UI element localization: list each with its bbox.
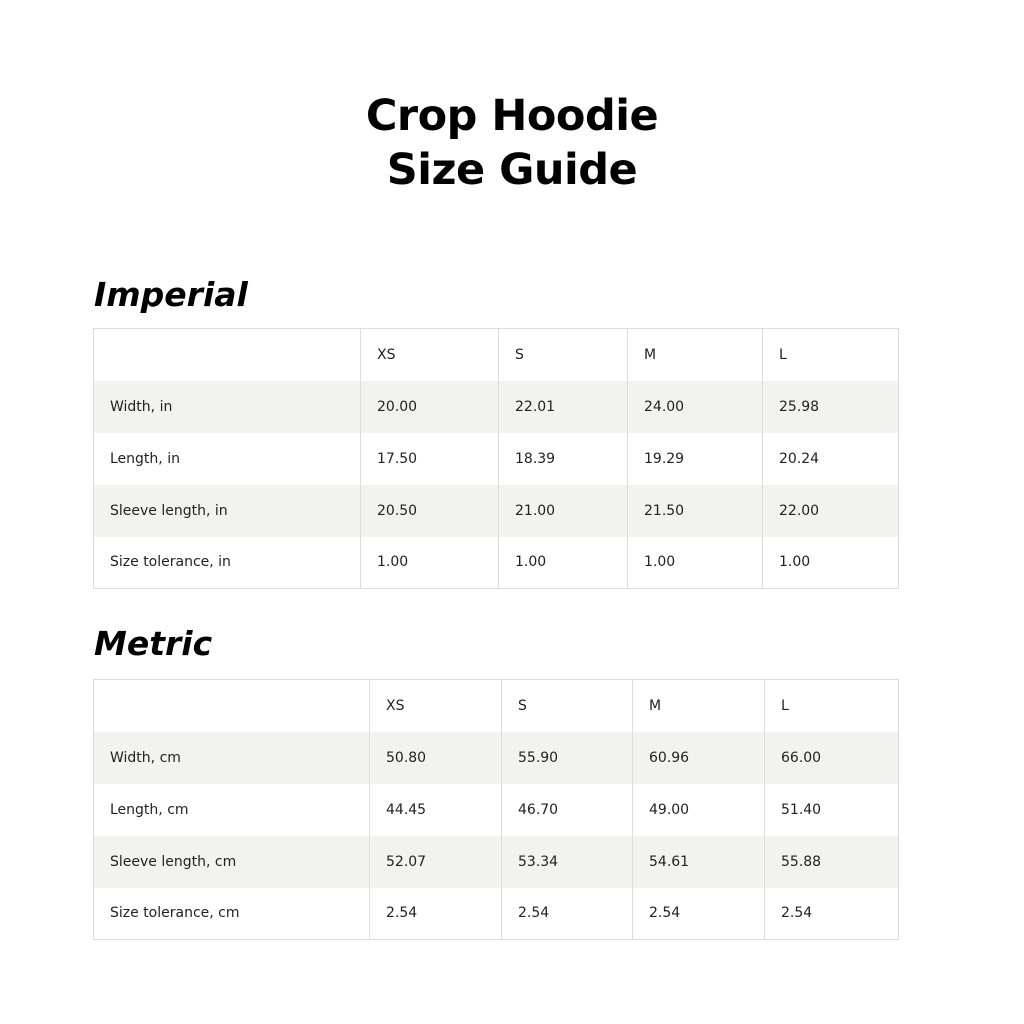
table-cell: 51.40 [765, 784, 899, 836]
table-cell: 22.00 [763, 485, 899, 537]
row-label: Sleeve length, in [94, 485, 361, 537]
table-cell: 2.54 [633, 888, 765, 940]
table-cell: 49.00 [633, 784, 765, 836]
table-cell: 20.00 [361, 381, 499, 433]
table-row [94, 537, 899, 589]
table-row [94, 381, 899, 433]
table-header-row [94, 680, 899, 732]
table-cell: 52.07 [370, 836, 502, 888]
header-empty-cell [94, 680, 370, 732]
row-label: Width, in [94, 381, 361, 433]
header-empty-cell [94, 329, 361, 381]
row-label: Size tolerance, cm [94, 888, 370, 940]
table-row [94, 485, 899, 537]
table-header-row [94, 329, 899, 381]
size-header-l: L [763, 329, 899, 381]
size-header-m: M [633, 680, 765, 732]
page-title-line1: Crop Hoodie [365, 90, 659, 141]
table-cell: 50.80 [370, 732, 502, 784]
imperial-heading: Imperial [94, 275, 248, 314]
size-header-s: S [499, 329, 628, 381]
table-cell: 66.00 [765, 732, 899, 784]
table-cell: 1.00 [628, 537, 763, 589]
table-cell: 24.00 [628, 381, 763, 433]
size-header-l: L [765, 680, 899, 732]
row-label: Width, cm [94, 732, 370, 784]
table-row [94, 888, 899, 940]
page-title-line2: Size Guide [386, 144, 638, 195]
metric-heading: Metric [94, 624, 213, 663]
metric-size-table [93, 679, 899, 940]
table-row [94, 836, 899, 888]
row-label: Length, in [94, 433, 361, 485]
table-cell: 19.29 [628, 433, 763, 485]
table-cell: 21.50 [628, 485, 763, 537]
table-cell: 55.88 [765, 836, 899, 888]
page-title [0, 89, 1024, 197]
table-cell: 25.98 [763, 381, 899, 433]
row-label: Length, cm [94, 784, 370, 836]
table-cell: 2.54 [502, 888, 633, 940]
table-cell: 20.50 [361, 485, 499, 537]
table-cell: 2.54 [765, 888, 899, 940]
table-cell: 18.39 [499, 433, 628, 485]
table-row [94, 784, 899, 836]
table-row [94, 732, 899, 784]
table-cell: 1.00 [499, 537, 628, 589]
size-header-xs: XS [370, 680, 502, 732]
size-header-m: M [628, 329, 763, 381]
row-label: Sleeve length, cm [94, 836, 370, 888]
table-cell: 60.96 [633, 732, 765, 784]
table-cell: 53.34 [502, 836, 633, 888]
table-cell: 1.00 [361, 537, 499, 589]
table-cell: 21.00 [499, 485, 628, 537]
table-cell: 55.90 [502, 732, 633, 784]
table-cell: 54.61 [633, 836, 765, 888]
table-cell: 1.00 [763, 537, 899, 589]
row-label: Size tolerance, in [94, 537, 361, 589]
size-header-xs: XS [361, 329, 499, 381]
imperial-size-table [93, 328, 899, 589]
table-cell: 22.01 [499, 381, 628, 433]
size-header-s: S [502, 680, 633, 732]
table-cell: 17.50 [361, 433, 499, 485]
table-cell: 46.70 [502, 784, 633, 836]
table-row [94, 433, 899, 485]
table-cell: 20.24 [763, 433, 899, 485]
table-cell: 2.54 [370, 888, 502, 940]
table-cell: 44.45 [370, 784, 502, 836]
